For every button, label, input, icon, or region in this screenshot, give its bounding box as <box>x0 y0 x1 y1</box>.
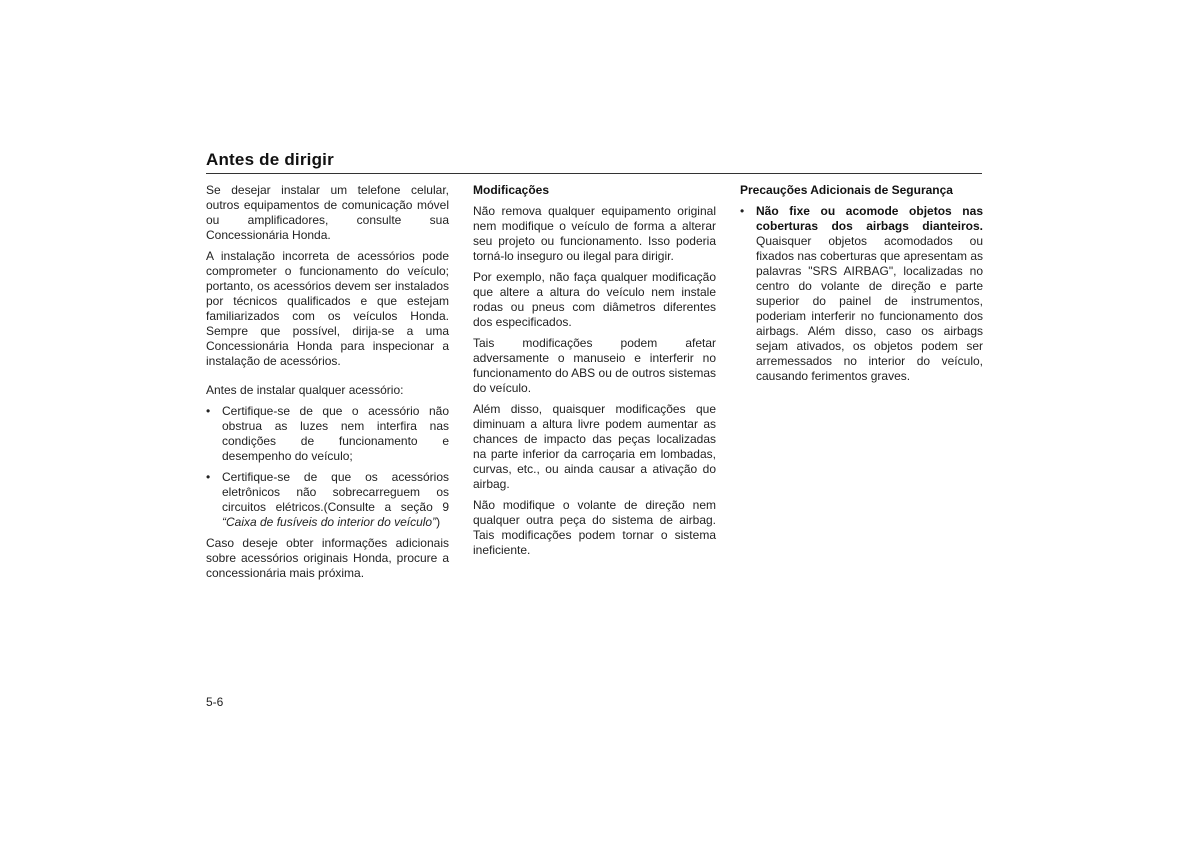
title-divider <box>206 173 982 174</box>
section-heading-modifications: Modificações <box>473 183 550 197</box>
list-item <box>740 204 983 384</box>
list-item <box>206 404 449 464</box>
page-title: Antes de dirigir <box>206 150 334 169</box>
bullet-icon: • <box>206 470 211 484</box>
list-item-text-end: ) <box>436 515 441 529</box>
paragraph-cellphone-installation: Se desejar instalar um telefone celular, outros equipamentos de comunicação móvel ou amplificadores, consulte sua Concessionária Honda. <box>206 183 449 242</box>
bullet-icon: • <box>206 404 211 418</box>
paragraph-original-equipment: Não remova qualquer equipamento original nem modifique o veículo de forma a alterar seu projeto ou funcionamento. Isso poderia torná-lo inseguro ou ilegal para dirigir. <box>473 204 716 263</box>
warning-lead: Não fixe ou acomode objetos nas coberturas dos airbags dianteiros. <box>756 204 983 233</box>
bullet-icon: • <box>740 204 745 218</box>
paragraph-before-installing: Antes de instalar qualquer acessório: <box>206 383 404 397</box>
paragraph-abs-effects: Tais modificações podem afetar adversamente o manuseio e interferir no funcionamento do ABS ou de outros sistemas do veículo. <box>473 336 716 395</box>
accessory-checklist <box>206 404 449 530</box>
section-heading-safety: Precauções Adicionais de Segurança <box>740 183 953 197</box>
paragraph-incorrect-installation: A instalação incorreta de acessórios pode comprometer o funcionamento do veículo; portanto, os acessórios devem ser instalados por técnicos qualificados e que estejam familiarizados com os veículos Honda. Sempre que possível, dirija-se a uma Concessionária Honda para inspecionar a instalação de acessórios. <box>206 249 449 368</box>
column-3 <box>740 183 983 390</box>
column-2 <box>473 183 716 564</box>
list-item-text: Certifique-se de que o acessório não obstrua as luzes nem interfira nas condições de funcionamento e desempenho do veículo; <box>222 404 449 463</box>
section-reference: “Caixa de fusíveis do interior do veículo” <box>222 515 437 529</box>
paragraph-height-example: Por exemplo, não faça qualquer modificação que altere a altura do veículo nem instale rodas ou pneus com diâmetros diferentes dos especificados. <box>473 270 716 329</box>
list-item-text: Certifique-se de que os acessórios eletrônicos não sobrecarreguem os circuitos elétricos.(Consulte a seção 9 <box>222 470 449 514</box>
list-item-text: Quaisquer objetos acomodados ou fixados nas coberturas que apresentam as palavras "SRS AIRBAG", localizadas no centro do volante de direção e parte superior do painel de instrumentos, poderiam interferir no funcionamento dos airbags. Além disso, caso os airbags sejam ativados, os objetos podem ser arremessados no interior do veículo, causando ferimentos graves. <box>756 234 983 383</box>
safety-list <box>740 204 983 384</box>
page-number: 5-6 <box>206 695 224 709</box>
paragraph-ground-clearance: Além disso, quaisquer modificações que diminuam a altura livre podem aumentar as chances de impacto das peças localizadas na parte inferior da carroçaria em lombadas, curvas, etc., ou ainda causar a ativação do airbag. <box>473 402 716 491</box>
paragraph-steering-wheel: Não modifique o volante de direção nem qualquer outra peça do sistema de airbag. Tais modificações podem tornar o sistema ineficiente. <box>473 498 716 557</box>
list-item <box>206 470 449 530</box>
paragraph-additional-info: Caso deseje obter informações adicionais sobre acessórios originais Honda, procure a concessionária mais próxima. <box>206 536 449 580</box>
column-1 <box>206 183 449 587</box>
